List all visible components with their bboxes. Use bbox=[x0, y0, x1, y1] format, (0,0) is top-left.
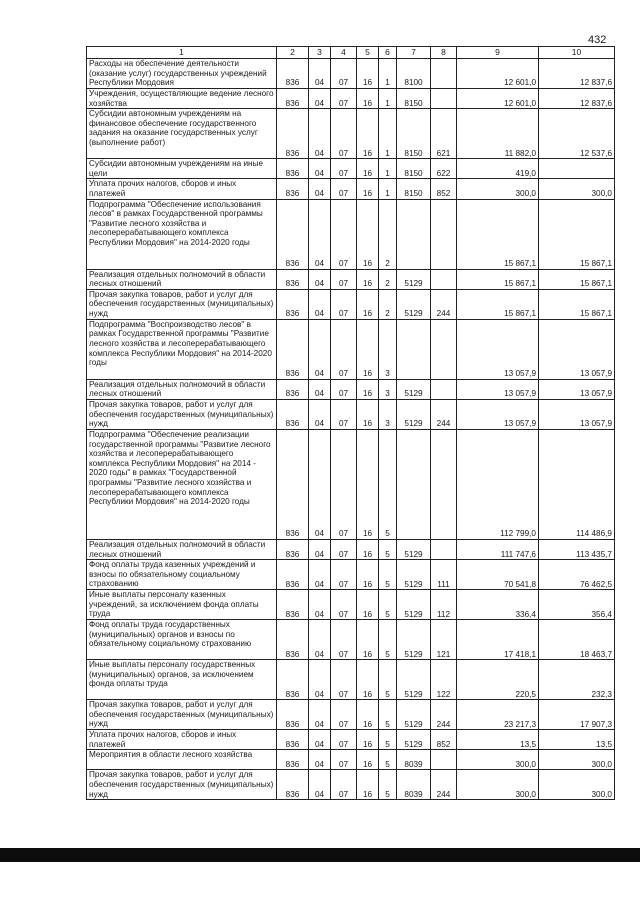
cell-gr: 836 bbox=[277, 319, 309, 379]
cell-subprog: 2 bbox=[379, 289, 397, 319]
cell-prog: 16 bbox=[357, 89, 379, 109]
cell-prog: 16 bbox=[357, 590, 379, 620]
cell-amount-2: 12 837,6 bbox=[539, 59, 615, 89]
cell-amount-1: 111 747,6 bbox=[457, 539, 539, 559]
cell-gr: 836 bbox=[277, 399, 309, 429]
cell-subprog: 5 bbox=[379, 429, 397, 539]
cell-amount-2: 300,0 bbox=[539, 770, 615, 800]
cell-gr: 836 bbox=[277, 109, 309, 159]
cell-pr: 07 bbox=[331, 429, 357, 539]
cell-amount-1: 11 882,0 bbox=[457, 109, 539, 159]
cell-description: Фонд оплаты труда государственных (муниципальных) органов и взносы по обязательному социальному страхованию bbox=[87, 620, 277, 660]
cell-pr: 07 bbox=[331, 770, 357, 800]
cell-vr: 244 bbox=[431, 399, 457, 429]
page-number: 432 bbox=[588, 34, 607, 46]
cell-amount-1: 15 867,1 bbox=[457, 289, 539, 319]
cell-description: Мероприятия в области лесного хозяйства bbox=[87, 750, 277, 770]
cell-amount-2: 300,0 bbox=[539, 179, 615, 199]
cell-article: 5129 bbox=[397, 560, 431, 590]
table-row bbox=[87, 59, 615, 89]
cell-article: 5129 bbox=[397, 660, 431, 700]
cell-article: 5129 bbox=[397, 539, 431, 559]
cell-prog: 16 bbox=[357, 109, 379, 159]
cell-article bbox=[397, 319, 431, 379]
cell-gr: 836 bbox=[277, 429, 309, 539]
table-row bbox=[87, 289, 615, 319]
cell-gr: 836 bbox=[277, 289, 309, 319]
cell-description: Иные выплаты персоналу государственных (муниципальных) органов, за исключением фонда оплаты труда bbox=[87, 660, 277, 700]
cell-subprog: 5 bbox=[379, 730, 397, 750]
cell-amount-1: 15 867,1 bbox=[457, 199, 539, 269]
cell-prog: 16 bbox=[357, 399, 379, 429]
cell-gr: 836 bbox=[277, 199, 309, 269]
cell-amount-1: 300,0 bbox=[457, 179, 539, 199]
table-row bbox=[87, 560, 615, 590]
cell-prog: 16 bbox=[357, 199, 379, 269]
cell-prog: 16 bbox=[357, 319, 379, 379]
cell-article: 8150 bbox=[397, 89, 431, 109]
cell-prog: 16 bbox=[357, 379, 379, 399]
budget-table bbox=[86, 46, 615, 800]
cell-rz: 04 bbox=[309, 539, 331, 559]
cell-pr: 07 bbox=[331, 560, 357, 590]
cell-gr: 836 bbox=[277, 730, 309, 750]
cell-prog: 16 bbox=[357, 179, 379, 199]
cell-pr: 07 bbox=[331, 109, 357, 159]
table-row bbox=[87, 700, 615, 730]
cell-rz: 04 bbox=[309, 429, 331, 539]
cell-subprog: 1 bbox=[379, 109, 397, 159]
cell-pr: 07 bbox=[331, 750, 357, 770]
cell-gr: 836 bbox=[277, 539, 309, 559]
cell-subprog: 5 bbox=[379, 539, 397, 559]
cell-gr: 836 bbox=[277, 770, 309, 800]
cell-description: Субсидии автономным учреждениям на иные цели bbox=[87, 159, 277, 179]
cell-prog: 16 bbox=[357, 660, 379, 700]
cell-prog: 16 bbox=[357, 750, 379, 770]
cell-amount-2: 356,4 bbox=[539, 590, 615, 620]
cell-description: Подпрограмма "Обеспечение реализации государственной программы "Развитие лесного хозяйства и лесоперерабатывающего комплекса Республики Мордовия" на 2014 - 2020 годы" в рамках "Государственной программы "Развитие лесного хозяйства и лесоперерабатывающего комплекса Республики Мордовия" на 2014-2020 годы bbox=[87, 429, 277, 539]
cell-article: 5129 bbox=[397, 399, 431, 429]
table-row bbox=[87, 399, 615, 429]
cell-subprog: 2 bbox=[379, 269, 397, 289]
cell-subprog: 5 bbox=[379, 590, 397, 620]
cell-gr: 836 bbox=[277, 159, 309, 179]
cell-gr: 836 bbox=[277, 700, 309, 730]
cell-rz: 04 bbox=[309, 620, 331, 660]
cell-gr: 836 bbox=[277, 590, 309, 620]
cell-amount-2: 13,5 bbox=[539, 730, 615, 750]
table-header-row bbox=[87, 47, 615, 59]
cell-rz: 04 bbox=[309, 319, 331, 379]
cell-gr: 836 bbox=[277, 379, 309, 399]
cell-description: Подпрограмма "Воспроизводство лесов" в рамках Государственной программы "Развитие лесного хозяйства и лесоперерабатывающего комплекса Республики Мордовия" на 2014-2020 годы bbox=[87, 319, 277, 379]
cell-rz: 04 bbox=[309, 660, 331, 700]
cell-article: 5129 bbox=[397, 730, 431, 750]
table-row bbox=[87, 319, 615, 379]
cell-amount-2: 300,0 bbox=[539, 750, 615, 770]
cell-pr: 07 bbox=[331, 700, 357, 730]
cell-rz: 04 bbox=[309, 199, 331, 269]
cell-pr: 07 bbox=[331, 179, 357, 199]
column-header: 8 bbox=[431, 47, 457, 59]
cell-rz: 04 bbox=[309, 89, 331, 109]
column-header: 10 bbox=[539, 47, 615, 59]
cell-description: Прочая закупка товаров, работ и услуг для обеспечения государственных (муниципальных) нужд bbox=[87, 700, 277, 730]
cell-description: Фонд оплаты труда казенных учреждений и взносы по обязательному социальному страхованию bbox=[87, 560, 277, 590]
cell-subprog: 5 bbox=[379, 660, 397, 700]
table-row bbox=[87, 539, 615, 559]
cell-vr bbox=[431, 750, 457, 770]
cell-amount-2: 114 486,9 bbox=[539, 429, 615, 539]
cell-subprog: 3 bbox=[379, 319, 397, 379]
table-row bbox=[87, 750, 615, 770]
cell-amount-1: 12 601,0 bbox=[457, 89, 539, 109]
cell-article bbox=[397, 199, 431, 269]
column-header: 5 bbox=[357, 47, 379, 59]
cell-rz: 04 bbox=[309, 109, 331, 159]
cell-amount-1: 13 057,9 bbox=[457, 379, 539, 399]
cell-vr: 621 bbox=[431, 109, 457, 159]
cell-article: 5129 bbox=[397, 620, 431, 660]
cell-article: 8150 bbox=[397, 109, 431, 159]
cell-prog: 16 bbox=[357, 730, 379, 750]
table-row bbox=[87, 660, 615, 700]
cell-vr: 244 bbox=[431, 700, 457, 730]
cell-description: Реализация отдельных полномочий в области лесных отношений bbox=[87, 269, 277, 289]
cell-vr: 112 bbox=[431, 590, 457, 620]
cell-pr: 07 bbox=[331, 269, 357, 289]
cell-pr: 07 bbox=[331, 59, 357, 89]
cell-rz: 04 bbox=[309, 269, 331, 289]
cell-subprog: 5 bbox=[379, 750, 397, 770]
cell-gr: 836 bbox=[277, 89, 309, 109]
cell-description: Реализация отдельных полномочий в области лесных отношений bbox=[87, 539, 277, 559]
cell-rz: 04 bbox=[309, 750, 331, 770]
cell-amount-2: 13 057,9 bbox=[539, 379, 615, 399]
cell-amount-2: 13 057,9 bbox=[539, 399, 615, 429]
cell-prog: 16 bbox=[357, 429, 379, 539]
cell-amount-1: 300,0 bbox=[457, 770, 539, 800]
cell-amount-1: 13 057,9 bbox=[457, 399, 539, 429]
table-row bbox=[87, 730, 615, 750]
cell-vr bbox=[431, 319, 457, 379]
cell-amount-2: 113 435,7 bbox=[539, 539, 615, 559]
cell-vr bbox=[431, 269, 457, 289]
cell-gr: 836 bbox=[277, 269, 309, 289]
column-header: 3 bbox=[309, 47, 331, 59]
cell-article: 8039 bbox=[397, 770, 431, 800]
cell-vr: 244 bbox=[431, 770, 457, 800]
cell-amount-1: 220,5 bbox=[457, 660, 539, 700]
cell-amount-2: 15 867,1 bbox=[539, 289, 615, 319]
cell-description: Реализация отдельных полномочий в области лесных отношений bbox=[87, 379, 277, 399]
table-row bbox=[87, 590, 615, 620]
cell-gr: 836 bbox=[277, 620, 309, 660]
column-header: 4 bbox=[331, 47, 357, 59]
cell-amount-1: 13 057,9 bbox=[457, 319, 539, 379]
cell-prog: 16 bbox=[357, 770, 379, 800]
cell-pr: 07 bbox=[331, 660, 357, 700]
cell-article: 8100 bbox=[397, 59, 431, 89]
cell-description: Прочая закупка товаров, работ и услуг для обеспечения государственных (муниципальных) нужд bbox=[87, 399, 277, 429]
cell-vr bbox=[431, 59, 457, 89]
cell-pr: 07 bbox=[331, 620, 357, 660]
cell-vr bbox=[431, 429, 457, 539]
cell-amount-1: 336,4 bbox=[457, 590, 539, 620]
cell-description: Уплата прочих налогов, сборов и иных платежей bbox=[87, 730, 277, 750]
cell-article: 5129 bbox=[397, 269, 431, 289]
budget-table-body bbox=[87, 47, 615, 800]
cell-vr: 111 bbox=[431, 560, 457, 590]
cell-amount-1: 70 541,8 bbox=[457, 560, 539, 590]
cell-prog: 16 bbox=[357, 539, 379, 559]
cell-pr: 07 bbox=[331, 199, 357, 269]
table-row bbox=[87, 89, 615, 109]
cell-subprog: 2 bbox=[379, 199, 397, 269]
column-header: 9 bbox=[457, 47, 539, 59]
cell-rz: 04 bbox=[309, 770, 331, 800]
cell-prog: 16 bbox=[357, 289, 379, 319]
cell-amount-2: 76 462,5 bbox=[539, 560, 615, 590]
cell-rz: 04 bbox=[309, 159, 331, 179]
cell-subprog: 3 bbox=[379, 399, 397, 429]
cell-prog: 16 bbox=[357, 700, 379, 730]
table-row bbox=[87, 269, 615, 289]
column-header: 1 bbox=[87, 47, 277, 59]
table-row bbox=[87, 429, 615, 539]
cell-prog: 16 bbox=[357, 620, 379, 660]
cell-pr: 07 bbox=[331, 379, 357, 399]
cell-description: Подпрограмма "Обеспечение использования лесов" в рамках Государственной программы "Развитие лесного хозяйства и лесоперерабатывающего комплекса Республики Мордовия" на 2014-2020 годы bbox=[87, 199, 277, 269]
cell-pr: 07 bbox=[331, 399, 357, 429]
table-row bbox=[87, 159, 615, 179]
cell-subprog: 5 bbox=[379, 770, 397, 800]
cell-article bbox=[397, 429, 431, 539]
cell-amount-2: 13 057,9 bbox=[539, 319, 615, 379]
cell-gr: 836 bbox=[277, 750, 309, 770]
cell-description: Субсидии автономным учреждениям на финансовое обеспечение государственного задания на оказание государственных услуг (выполнение работ) bbox=[87, 109, 277, 159]
cell-description: Расходы на обеспечение деятельности (оказание услуг) государственных учреждений Республики Мордовия bbox=[87, 59, 277, 89]
cell-subprog: 1 bbox=[379, 159, 397, 179]
cell-amount-1: 17 418,1 bbox=[457, 620, 539, 660]
column-header: 7 bbox=[397, 47, 431, 59]
cell-pr: 07 bbox=[331, 89, 357, 109]
cell-rz: 04 bbox=[309, 399, 331, 429]
cell-vr: 852 bbox=[431, 179, 457, 199]
cell-vr: 852 bbox=[431, 730, 457, 750]
cell-gr: 836 bbox=[277, 560, 309, 590]
cell-pr: 07 bbox=[331, 319, 357, 379]
cell-rz: 04 bbox=[309, 590, 331, 620]
cell-vr: 122 bbox=[431, 660, 457, 700]
cell-amount-1: 13,5 bbox=[457, 730, 539, 750]
cell-vr bbox=[431, 539, 457, 559]
cell-article: 5129 bbox=[397, 289, 431, 319]
cell-rz: 04 bbox=[309, 379, 331, 399]
cell-gr: 836 bbox=[277, 660, 309, 700]
cell-amount-1: 12 601,0 bbox=[457, 59, 539, 89]
cell-pr: 07 bbox=[331, 289, 357, 319]
cell-description: Учреждения, осуществляющие ведение лесного хозяйства bbox=[87, 89, 277, 109]
cell-subprog: 1 bbox=[379, 179, 397, 199]
cell-gr: 836 bbox=[277, 179, 309, 199]
cell-amount-1: 23 217,3 bbox=[457, 700, 539, 730]
cell-article: 8150 bbox=[397, 179, 431, 199]
cell-article: 5129 bbox=[397, 379, 431, 399]
cell-subprog: 1 bbox=[379, 59, 397, 89]
cell-amount-2: 17 907,3 bbox=[539, 700, 615, 730]
cell-vr bbox=[431, 89, 457, 109]
cell-description: Иные выплаты персоналу казенных учреждений, за исключением фонда оплаты труда bbox=[87, 590, 277, 620]
cell-amount-1: 15 867,1 bbox=[457, 269, 539, 289]
cell-description: Уплата прочих налогов, сборов и иных платежей bbox=[87, 179, 277, 199]
cell-amount-2 bbox=[539, 159, 615, 179]
cell-article: 5129 bbox=[397, 700, 431, 730]
table-row bbox=[87, 620, 615, 660]
cell-amount-2: 15 867,1 bbox=[539, 269, 615, 289]
cell-pr: 07 bbox=[331, 730, 357, 750]
cell-rz: 04 bbox=[309, 179, 331, 199]
cell-amount-1: 112 799,0 bbox=[457, 429, 539, 539]
cell-prog: 16 bbox=[357, 59, 379, 89]
cell-rz: 04 bbox=[309, 700, 331, 730]
cell-amount-2: 12 837,6 bbox=[539, 89, 615, 109]
cell-rz: 04 bbox=[309, 59, 331, 89]
table-row bbox=[87, 379, 615, 399]
cell-description: Прочая закупка товаров, работ и услуг для обеспечения государственных (муниципальных) нужд bbox=[87, 289, 277, 319]
cell-rz: 04 bbox=[309, 560, 331, 590]
cell-rz: 04 bbox=[309, 289, 331, 319]
cell-article: 8039 bbox=[397, 750, 431, 770]
table-row bbox=[87, 109, 615, 159]
cell-subprog: 5 bbox=[379, 700, 397, 730]
column-header: 2 bbox=[277, 47, 309, 59]
cell-pr: 07 bbox=[331, 539, 357, 559]
cell-article: 8150 bbox=[397, 159, 431, 179]
cell-amount-2: 15 867,1 bbox=[539, 199, 615, 269]
cell-amount-2: 18 463,7 bbox=[539, 620, 615, 660]
table-row bbox=[87, 770, 615, 800]
cell-rz: 04 bbox=[309, 730, 331, 750]
cell-pr: 07 bbox=[331, 590, 357, 620]
cell-subprog: 1 bbox=[379, 89, 397, 109]
column-header: 6 bbox=[379, 47, 397, 59]
cell-prog: 16 bbox=[357, 159, 379, 179]
cell-amount-2: 232,3 bbox=[539, 660, 615, 700]
cell-prog: 16 bbox=[357, 560, 379, 590]
cell-vr bbox=[431, 199, 457, 269]
cell-subprog: 5 bbox=[379, 620, 397, 660]
scan-edge-band bbox=[0, 848, 640, 862]
cell-vr: 244 bbox=[431, 289, 457, 319]
cell-amount-1: 300,0 bbox=[457, 750, 539, 770]
cell-vr: 622 bbox=[431, 159, 457, 179]
cell-vr: 121 bbox=[431, 620, 457, 660]
cell-subprog: 5 bbox=[379, 560, 397, 590]
cell-pr: 07 bbox=[331, 159, 357, 179]
cell-article: 5129 bbox=[397, 590, 431, 620]
table-row bbox=[87, 199, 615, 269]
cell-vr bbox=[431, 379, 457, 399]
cell-prog: 16 bbox=[357, 269, 379, 289]
cell-subprog: 3 bbox=[379, 379, 397, 399]
table-row bbox=[87, 179, 615, 199]
cell-amount-1: 419,0 bbox=[457, 159, 539, 179]
cell-gr: 836 bbox=[277, 59, 309, 89]
cell-description: Прочая закупка товаров, работ и услуг для обеспечения государственных (муниципальных) нужд bbox=[87, 770, 277, 800]
cell-amount-2: 12 537,6 bbox=[539, 109, 615, 159]
